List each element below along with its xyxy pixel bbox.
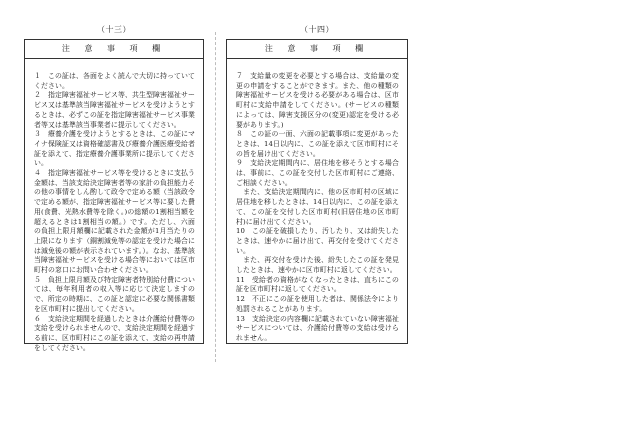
note-item: ７ 支給量の変更を必要とする場合は、支給量の変更の申請をすることができます。また、他の種類の障害福祉サービスを受ける必要がある場合は、区市町村に支給申請をしてください。(サービスの種類によっては、障害支援区分の(変更)認定を受ける必要があります。) — [236, 72, 399, 129]
note-item: ３ 療養介護を受けようとするときは、この証にマイナ保険証又は資格確認書及び療養介護医療受給者証を添えて、指定療養介護事業所に提示してください。 — [34, 130, 195, 168]
note-item: 11 受給者の資格がなくなったときは、直ちにこの証を区市町村に返してください。 — [236, 275, 399, 294]
note-item: 10 この証を破損したり、汚したり、又は紛失したときは、速やかに届け出て、再交付を受けてください。 — [236, 227, 399, 255]
right-notes-body — [227, 59, 407, 344]
note-item: ９ 支給決定期間内に、居住地を移そうとする場合は、事前に、この証を交付した区市町村にご連絡、ご相談ください。 — [236, 159, 399, 187]
right-page-number: （十四） — [300, 25, 334, 34]
note-item: また、支給決定期間内に、他の区市町村の区域に居住地を移したときは、14日以内に、この証を添えて、この証を交付した区市町村(旧居住地の区市町村)に届け出てください。 — [236, 188, 399, 226]
left-notes-heading: 注 意 事 項 欄 — [25, 40, 203, 59]
note-item: ６ 支給決定期間を経過したときは介護給付費等の支給を受けられませんので、支給決定期間を経過する前に、区市町村にこの証を添えて、支給の再申請をしてください。 — [34, 314, 195, 352]
left-page-number: （十三） — [97, 25, 131, 34]
right-notes-panel — [226, 39, 408, 344]
note-item: 12 不正にこの証を使用した者は、関係法令により処罰されることがあります。 — [236, 295, 399, 313]
left-notes-panel — [24, 39, 204, 352]
note-item: 13 支給決定の内容欄に記載されていない障害福祉サービスについては、介護給付費等の支給は受けられません。 — [236, 314, 399, 342]
fold-line — [215, 32, 216, 362]
left-notes-body — [25, 59, 203, 353]
note-item: ２ 指定障害福祉サービス等、共生型障害福祉サービス又は基準該当障害福祉サービスを受けようとするときは、必ずこの証を指定障害福祉サービス事業者等又は基準該当事業者に提示してください。 — [34, 91, 195, 129]
note-item: ５ 負担上限月額及び特定障害者特別給付費については、毎年利用者の収入等に応じて決定しますので、所定の時期に、この証と認定に必要な関係書類を区市町村に提出してください。 — [34, 275, 195, 313]
right-notes-heading: 注 意 事 項 欄 — [227, 40, 407, 59]
note-item: １ この証は、各面をよく読んで大切に持っていてください。 — [34, 72, 195, 90]
note-item: ４ 指定障害福祉サービス等を受けるときに支払う金額は、当該支給決定障害者等の家計の負担能力その他の事情をしん酌して政令で定める額（当該政令で定める額が、指定障害福祉サービス等に要した費用(食費、光熱水費等を除く。)の総額の1割相当額を超えるときは1割相当の額。）です。ただし、六面の負担上限月額欄に記載された金額が1月当たりの上限になります（銅割減免等の認定を受けた場合には減免後の額が表示されています。）。なお、基準該当障害福祉サービスを受ける場合等においては区市町村の窓口にお問い合わせください。 — [34, 169, 195, 275]
note-item: ８ この証の一面、六面の記載事項に変更があったときは、14日以内に、この証を添えて区市町村にその旨を届け出てください。 — [236, 130, 399, 158]
note-item: また、再交付を受けた後、紛失したこの証を発見したときは、速やかに区市町村に返してください。 — [236, 256, 399, 275]
